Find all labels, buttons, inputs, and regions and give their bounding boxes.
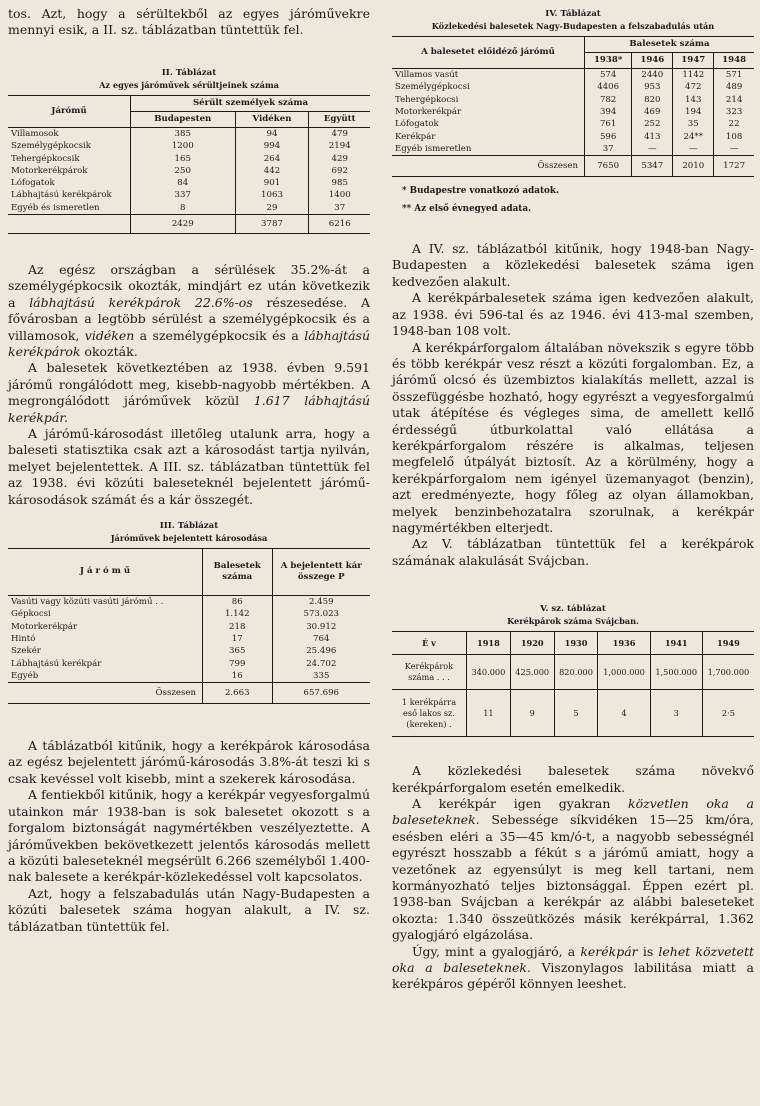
table-row: Személygépkocsi 4406 953 472 489	[392, 81, 754, 93]
table-5-year: 1920	[510, 632, 554, 655]
table-row: Gépkocsi 1.142 573.023	[8, 608, 370, 620]
table-2-col-header: Budapesten	[131, 111, 236, 127]
table-4-note: * Budapestre vonatkozó adatok.	[402, 186, 560, 197]
table-5-year: 1941	[650, 632, 702, 655]
table-row: Egyéb és ismeretlen 8 29 37	[8, 202, 370, 215]
table-5-year: 1949	[702, 632, 754, 655]
table-4	[392, 8, 754, 215]
table-row: Szekér 365 25.496	[8, 645, 370, 657]
table-row: Motorkerékpár 218 30.912	[8, 621, 370, 633]
table-row: Tehergépkocsi 782 820 143 214	[392, 94, 754, 106]
table-5-year: 1930	[554, 632, 598, 655]
table-5-year: 1918	[467, 632, 511, 655]
table-row: Tehergépkocsik 165 264 429	[8, 152, 370, 164]
table-row: Vasúti vagy közúti vasúti járómű . . 86 2.459	[8, 595, 370, 608]
table-3-col-header: Balesetek száma	[203, 548, 273, 595]
table-5-caption: V. sz. táblázat	[540, 604, 606, 615]
left-column	[8, 0, 370, 935]
table-2-col-label: Járómű	[51, 105, 87, 116]
table-row: Személygépkocsik 1200 994 2194	[8, 140, 370, 152]
table-row: Villamos vasút 574 2440 1142 571	[392, 69, 754, 82]
paragraph: A kerékpárforgalom általában növekszik s egyre több és több kerékpár vesz részt a közúti forgalomban. Ez, a járómű olcsó és üzembiztos kialakítás mellett, azzal is összefüggésbe hozható, hogy egyrészt a vegyesforgalmú utak átépítése és végleges sima, de amellett kellő érdességű útburkolattal való ellátása a kerékpárforgalom részére is alkalmas, teljesen megfelelő útpályát biztosít. Az a körülmény, hogy a kerékpárforgalom nem igényel üzemanyagot (benzin), azt eredményezte, hogy főleg az olyan államokban, melyek benzinbehozatalra szorulnak, a kerékpár nagymértékben elterjedt.	[392, 339, 754, 535]
table-row: Villamosok 385 94 479	[8, 127, 370, 140]
table-5-subtitle: Kerékpárok száma Svájcban.	[507, 616, 639, 627]
table-5-col-label: É v	[422, 637, 436, 648]
table-2-col-header: Együtt	[309, 111, 370, 127]
table-5-year: 1936	[598, 632, 650, 655]
table-4-note: ** Az első évnegyed adata.	[402, 204, 532, 215]
right-column	[392, 0, 754, 993]
table-row: Egyéb 16 335	[8, 670, 370, 683]
paragraph: Úgy, mint a gyalogjáró, a kerékpár is lehet közvetett oka a baleseteknek. Viszonylagos labilitása miatt a kerékpáros gépéről könnyen leeshet.	[392, 943, 754, 992]
table-row: Motorkerékpárok 250 442 692	[8, 165, 370, 177]
table-2-caption: II. Táblázat	[161, 67, 217, 78]
paragraph: A kerékpár igen gyakran közvetlen oka a baleseteknek. Sebessége síkvidéken 15—25 km/óra, esésben eléri a 35—45 km/ó-t, a nagyobb sebességnél egyrészt hosszabb a fékút s a járómű amiatt, hogy a vezetőnek az egyensúlyt is meg kell tartani, nem kormányozható teljes biztonsággal. Éppen ezért pl. 1938-ban Svájcban a kerékpár az alábbi baleseteket okozta: 1.340 összeütközés másik kerékpárral, 1.362 gyalogjáró elgázolása.	[392, 796, 754, 943]
paragraph: A fentiekből kitűnik, hogy a kerékpár vegyesforgalmú utainkon már 1938-ban is sok balesetet okozott s a forgalom biztonságát nagymértékben veszélyeztette. A járóművekben bekövetkezett jelentős károsodás mellett a közúti baleseteknél megsérült 6.266 személyből 1.400-nak balesete a kerékpár-közlekedéssel volt kapcsolatos.	[8, 787, 370, 885]
table-row: Motorkerékpár 394 469 194 323	[392, 106, 754, 118]
table-total-row: 2429 3787 6216	[8, 214, 370, 233]
table-3-subtitle: Járóművek bejelentett károsodása	[110, 532, 268, 543]
table-2-col-header: Vidéken	[235, 111, 309, 127]
table-3-col-header: A bejelentett kár összege P	[272, 548, 370, 595]
paragraph: A táblázatból kitűnik, hogy a kerékpárok károsodása az egész bejelentett járómű-károsodás 3.8%-át teszi ki s csak kevéssel volt kisebb, mint a szekerek károsodása.	[8, 738, 370, 786]
table-4-col-header: 1938*	[585, 53, 632, 69]
table-total-row: Összesen 7650 5347 2010 1727	[392, 156, 754, 177]
table-row: Lábhajtású kerékpárok 337 1063 1400	[8, 189, 370, 201]
table-row: Lófogatok 84 901 985	[8, 177, 370, 189]
table-4-caption: IV. Táblázat	[545, 9, 601, 19]
paragraph: A közlekedési balesetek száma növekvő kerékpárforgalom esetén emelkedik.	[392, 763, 754, 795]
table-4-col-header: 1948	[714, 53, 754, 69]
table-2-group-header: Sérült személyek száma	[131, 95, 371, 111]
table-4-col-label: A balesetet előidéző járómű	[421, 47, 555, 57]
table-4-col-header: 1947	[673, 53, 714, 69]
table-3	[8, 520, 370, 704]
table-2	[8, 67, 370, 234]
table-4-col-header: 1946	[632, 53, 673, 69]
paragraph: A IV. sz. táblázatból kitűnik, hogy 1948-ban Nagy-Budapesten a közlekedési balesetek száma igen kedvezően alakult.	[392, 241, 754, 289]
table-total-row: Összesen 2.663 657.696	[8, 683, 370, 704]
paragraph: A balesetek következtében az 1938. évben 9.591 járómű rongálódott meg, kisebb-nagyobb mértékben. A megrongálódott járóművek közül 1.617 lábhajtású kerékpár.	[8, 360, 370, 425]
table-row: Lófogatok 761 252 35 22	[392, 118, 754, 130]
table-3-caption: III. Táblázat	[159, 520, 219, 531]
paragraph: Az egész országban a sérülések 35.2%-át a személygépkocsik okozták, mindjárt ez után következik a lábhajtású kerékpárok 22.6%-os részesedése. A fővárosban a legtöbb sérülést a személygépkocsik és a villamosok, vidéken a személygépkocsik és a lábhajtású kerékpárok okozták.	[8, 261, 370, 359]
table-row: Kerékpár 596 413 24** 108	[392, 130, 754, 142]
paragraph: A járómű-károsodást illetőleg utalunk arra, hogy a baleseti statisztika csak azt a károsodást tartja nyilván, melyet bejelentettek. A III. sz. táblázatban tüntettük fel az 1938. évi közúti baleseteknél bejelentett járómű-károsodások számát és a kár összegét.	[8, 425, 370, 507]
paragraph: Azt, hogy a felszabadulás után Nagy-Budapesten a közúti balesetek száma hogyan alakult, a IV. sz. táblázatban tüntettük fel.	[8, 885, 370, 934]
table-row: Hintó 17 764	[8, 633, 370, 645]
paragraph: A kerékpárbalesetek száma igen kedvezően alakult, az 1938. évi 596-tal és az 1946. évi 413-mal szemben, 1948-ban 108 volt.	[392, 290, 754, 339]
table-4-subtitle: Közlekedési balesetek Nagy-Budapesten a felszabadulás után	[431, 21, 715, 31]
table-row: Lábhajtású kerékpár 799 24.702	[8, 657, 370, 669]
table-row: 1 kerékpárra eső lakos sz. (kereken) . 11 9 5 4 3 2·5	[392, 690, 754, 737]
table-2-subtitle: Az egyes járóművek sérültjeinek száma	[99, 79, 279, 90]
table-4-group-header: Balesetek száma	[585, 37, 755, 53]
table-row: Egyéb ismeretlen 37 — — —	[392, 143, 754, 156]
intro-paragraph: tos. Azt, hogy a sérültekből az egyes járóművekre mennyi esik, a II. sz. táblázatban tüntettük fel.	[8, 6, 370, 38]
paragraph: Az V. táblázatban tüntettük fel a kerékpárok számának alakulását Svájcban.	[392, 536, 754, 568]
table-3-col-label: J á r ó m ű	[79, 566, 131, 577]
table-row: Kerékpárok száma . . . 340.000 425.000 820.000 1,000.000 1,500.000 1,700.000	[392, 655, 754, 690]
table-5	[392, 603, 754, 737]
